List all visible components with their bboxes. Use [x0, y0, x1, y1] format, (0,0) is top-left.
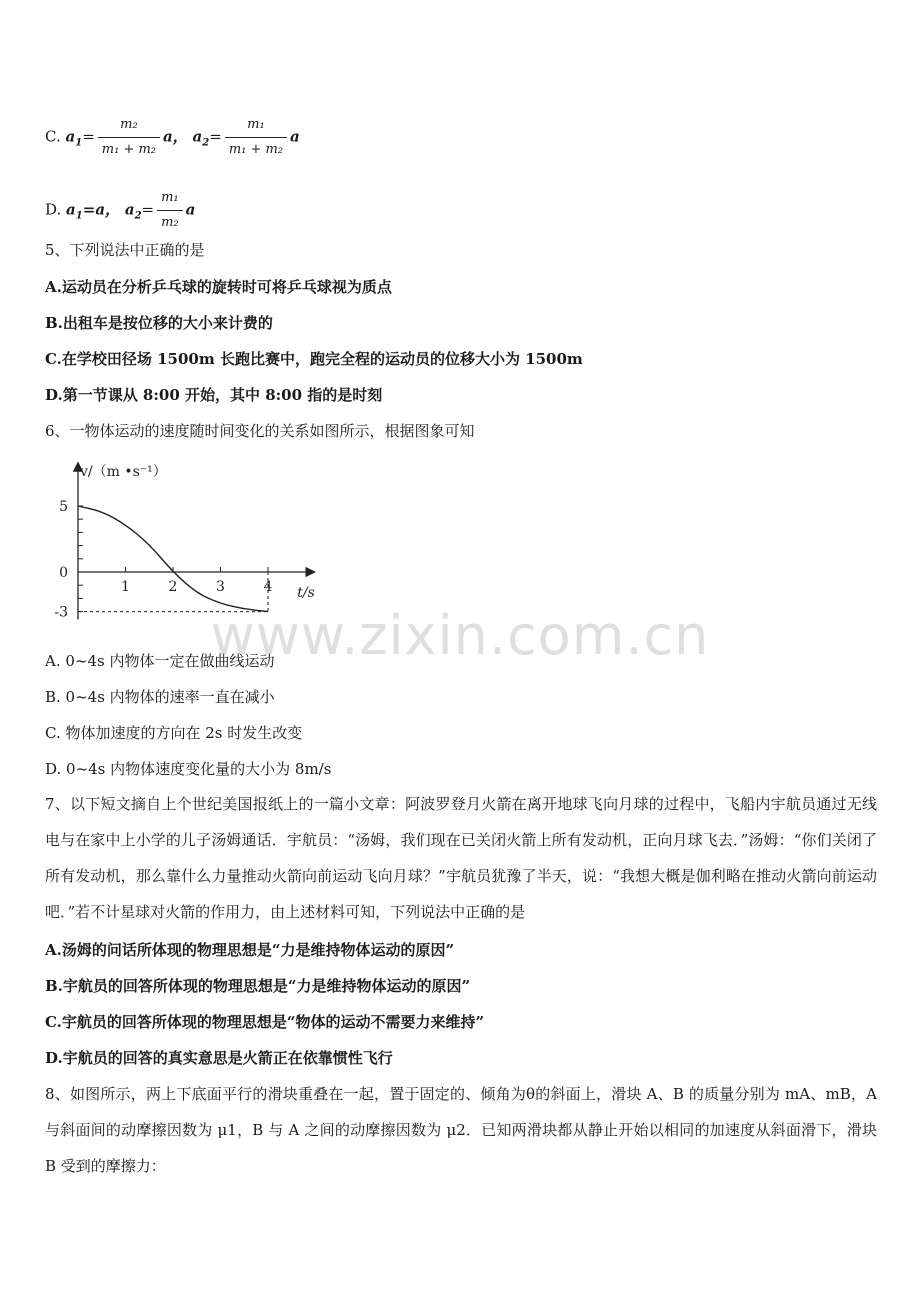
fraction: $\frac{\text{m₂}}{\text{m₁ + m₂}}$	[98, 115, 160, 160]
q6-option-d: D. 0~4s 内物体速度变化量的大小为 8m/s	[45, 760, 332, 778]
x-axis-label: t/s	[297, 585, 315, 601]
x-tick-label: 4	[263, 579, 273, 595]
q5-option-a: A.运动员在分析乒乓球的旋转时可将乒乓球视为质点	[45, 278, 392, 296]
q8-stem: 8、如图所示，两上下底面平行的滑块重叠在一起，置于固定的、倾角为θ的斜面上，滑块 A、B 的质量分别为 mA、mB，A 与斜面间的动摩擦因数为 μ1，B 与 A 之间的动摩擦因数为 μ2．已知两滑块都从静止开始以相同的加速度从斜面滑下，滑块 B 受到的摩擦力：	[45, 1085, 877, 1175]
q5-option-d: D.第一节课从 8:00 开始，其中 8:00 指的是时刻	[45, 386, 383, 404]
q7-option-d: D.宇航员的回答的真实意思是火箭正在依靠惯性飞行	[45, 1049, 393, 1067]
q7-option-b: B.宇航员的回答所体现的物理思想是“力是维持物体运动的原因”	[45, 977, 471, 995]
q5-option-b: B.出租车是按位移的大小来计费的	[45, 314, 273, 332]
watermark: www.zixin.com.cn	[210, 604, 710, 667]
q7-stem: 7、以下短文摘自上个世纪美国报纸上的一篇小文章：阿波罗登月火箭在离开地球飞向月球的过程中，飞船内宇航员通过无线电与在家中上小学的儿子汤姆通话．宇航员：“汤姆，我们现在已关闭火箭上所有发动机，正向月球飞去．”汤姆：“你们关闭了所有发动机，那么靠什么力量推动火箭向前运动飞向月球？”宇航员犹豫了半天，说：“我想大概是伽利略在推动火箭向前运动吧．”若不计星球对火箭的作用力，由上述材料可知，下列说法中正确的是	[45, 795, 877, 921]
q4-option-c: C. $a_1=$ $\frac{\text{m₂}}{\text{m₁ + m₂}}$ a， $a_2=$ $\frac{\text{m₁}}{\text{m₁ + m₂}}$ a	[45, 115, 300, 160]
x-tick-label: 3	[216, 579, 225, 595]
q6-option-c: C. 物体加速度的方向在 2s 时发生改变	[45, 724, 303, 742]
y-axis-label: v/（m •s⁻¹）	[80, 464, 167, 480]
q6-option-a: A. 0~4s 内物体一定在做曲线运动	[45, 652, 275, 670]
q4-option-d: D. $a_1=a$， $a_2=$ $\frac{\text{m₁}}{\text{m₂}}$ a	[45, 188, 195, 233]
y-tick-label: 5	[59, 499, 68, 515]
q5-option-c: C.在学校田径场 1500m 长跑比赛中，跑完全程的运动员的位移大小为 1500m	[45, 350, 583, 368]
q6-option-b: B. 0~4s 内物体的速率一直在减小	[45, 688, 275, 706]
fraction: $\frac{\text{m₁}}{\text{m₂}}$	[157, 188, 183, 233]
y-tick-label: -3	[54, 604, 68, 621]
fraction: $\frac{\text{m₁}}{\text{m₁ + m₂}}$	[225, 115, 287, 160]
x-tick-label: 1	[121, 579, 130, 595]
x-tick-label: 2	[168, 579, 178, 595]
q6-stem: 6、一物体运动的速度随时间变化的关系如图所示，根据图象可知	[45, 422, 475, 440]
q7-option-c: C.宇航员的回答所体现的物理思想是“物体的运动不需要力来维持”	[45, 1013, 485, 1031]
q7-option-a: A.汤姆的问话所体现的物理思想是“力是维持物体运动的原因”	[45, 941, 455, 959]
y-tick-label: 0	[59, 565, 68, 581]
q5-stem: 5、下列说法中正确的是	[45, 241, 205, 259]
velocity-curve	[78, 506, 268, 612]
